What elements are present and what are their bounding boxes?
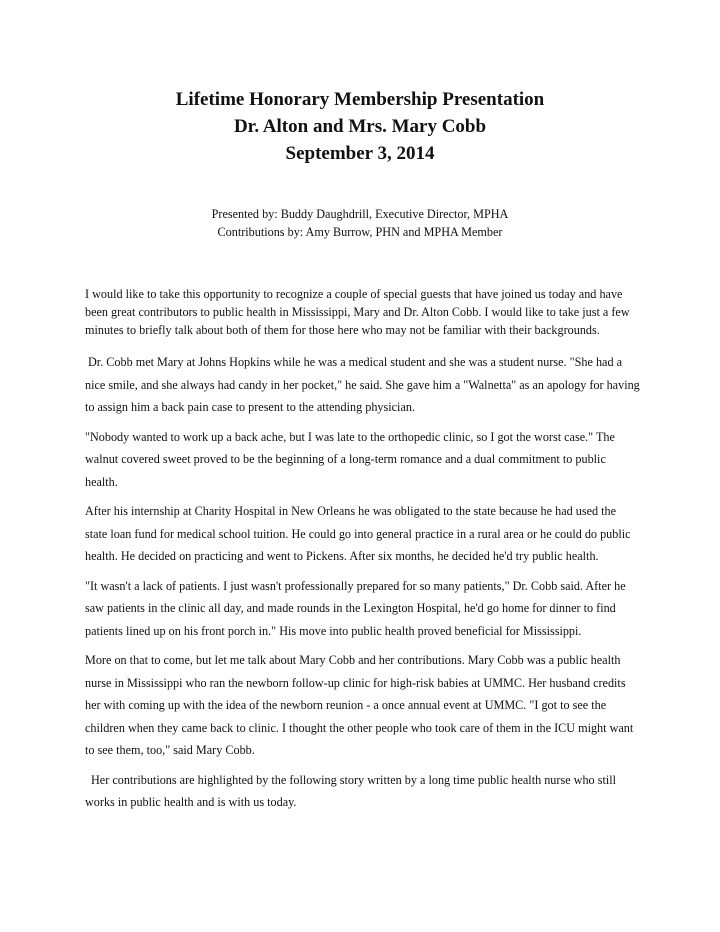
document-title (0, 86, 720, 167)
contributions-by-line: Contributions by: Amy Burrow, PHN and MPHA Member (217, 225, 503, 239)
honorees-heading: Dr. Alton and Mrs. Mary Cobb (233, 116, 487, 137)
body-paragraph-walnut: "Nobody wanted to work up a back ache, but I was late to the orthopedic clinic, so I got the worst case." The walnut covered sweet proved to be the beginning of a long-term romance and a dual commitment to public health. (85, 429, 615, 489)
date-heading: September 3, 2014 (285, 143, 435, 164)
credits-block (0, 205, 720, 241)
body-paragraph-contributions: Her contributions are highlighted by the following story written by a long time public health nurse who still works in public health and is with us today. (85, 772, 616, 809)
body-paragraph-mary: More on that to come, but let me talk about Mary Cobb and her contributions. Mary Cobb was a public health nurse in Mississippi who ran the newborn follow-up clinic for high-risk babies at UMMC. Her husband credits her with coming up with the idea of the newborn reunion - a once annual event at UMMC. "I got to see the children when they came back to clinic. I thought the other people who took care of them in the ICU might want to see them, too," said Mary Cobb. (85, 653, 634, 757)
document-body (85, 285, 641, 814)
body-paragraph-meeting: Dr. Cobb met Mary at Johns Hopkins while he was a medical student and she was a student nurse. "She had a nice smile, and she always had candy in her pocket," he said. She gave him a "Walnetta" as an apology for having to assign him a back pain case to present to the attending physician. (85, 355, 640, 414)
body-paragraph-patients: "It wasn't a lack of patients. I just wasn't professionally prepared for so many patients," Dr. Cobb said. After he saw patients in the clinic all day, and made rounds in the Lexington Hospital, he'd go home for dinner to find patients lined up on his front porch in." His move into public health proved beneficial for Mississippi. (85, 578, 626, 638)
body-paragraph-internship: After his internship at Charity Hospital in New Orleans he was obligated to the state because he had used the state loan fund for medical school tuition. He could go into general practice in a rural area or he could do public health. He decided on practicing and went to Pickens. After six months, he decided he'd try public health. (85, 504, 631, 563)
title-heading: Lifetime Honorary Membership Presentation (175, 89, 545, 110)
body-paragraph-intro: I would like to take this opportunity to recognize a couple of special guests that have joined us today and have been great contributors to public health in Mississippi, Mary and Dr. Alton Cobb. I would like to take just a few minutes to briefly talk about both of them for those here who may not be familiar with their backgrounds. (85, 287, 630, 337)
presented-by-line: Presented by: Buddy Daughdrill, Executive Director, MPHA (211, 207, 509, 221)
